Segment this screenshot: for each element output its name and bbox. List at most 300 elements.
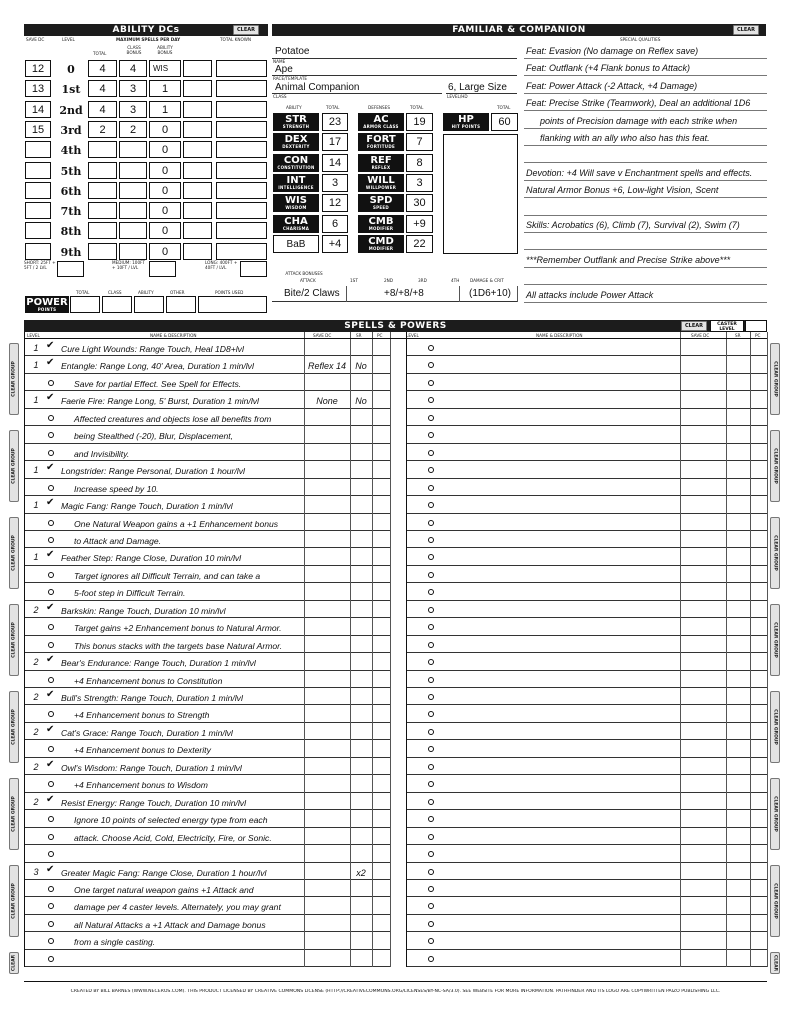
ability-value-cha[interactable]: 6 [322,215,348,233]
prepared-circle-icon-right[interactable] [428,799,434,805]
special-quality-line [524,145,767,146]
max-spells-header: MAXIMUM SPELLS PER DAY [116,37,181,42]
save-dc-box[interactable]: 14 [25,101,51,118]
spell-level-label: 2nd [59,103,83,117]
spell-level[interactable]: 2 [33,796,39,807]
clear-group-button-left[interactable] [9,517,19,589]
spell-description[interactable]: Affected creatures and objects lose all benefits from [74,413,272,424]
ability-bonus-box[interactable]: WIS [149,60,181,77]
spell-row-line [24,704,390,705]
clear-group-button-right[interactable] [770,778,780,850]
total-known-box[interactable] [216,101,267,118]
spell-description[interactable]: Owl's Wisdom: Range Touch, Duration 1 min/lvl [61,762,242,773]
bonus-extra-box[interactable] [183,80,212,97]
ability-value-dex[interactable]: 17 [322,133,348,151]
spell-description[interactable]: Longstrider: Range Personal, Duration 1 hour/lvl [61,466,245,477]
companion-race[interactable]: Ape [275,64,293,75]
spell-save-dc[interactable]: Reflex 14 [307,361,347,372]
prepared-circle-icon-right[interactable] [428,729,434,735]
prepared-circle-icon-right[interactable] [428,921,434,927]
defense-full-name: WILLPOWER [365,184,397,190]
defense-value-fort[interactable]: 7 [406,133,433,151]
bonus-extra-box[interactable] [183,162,212,179]
spells-total-box[interactable] [88,222,117,239]
spell-row-line [24,949,390,950]
prepared-circle-icon[interactable] [48,677,54,683]
total-known-box[interactable] [216,60,267,77]
special-quality-text[interactable]: Devotion: +4 Will save v Enchantment spells and effects. [526,167,753,178]
class-bonus-box[interactable] [119,182,147,199]
prepared-circle-icon-right[interactable] [428,380,434,386]
special-quality-text[interactable]: Natural Armor Bonus +6, Low-light Vision, Scent [526,185,719,196]
spell-row-line [24,670,390,671]
caster-level-box[interactable] [745,320,767,332]
range-short-box[interactable] [57,261,84,277]
ability-value-bab[interactable]: +4 [322,235,348,253]
save-dc-box[interactable] [25,222,51,239]
spell-row-line [24,862,390,863]
total-known-box[interactable] [216,80,267,97]
spell-description[interactable]: being Stealthed (-20), Blur, Displacement, [74,431,234,442]
spell-description[interactable]: Resist Energy: Range Touch, Duration 10 min/lvl [61,797,247,808]
spell-description[interactable]: damage per 4 caster levels. Alternately, you may grant [74,902,281,913]
spells-total-box[interactable] [88,182,117,199]
power-total-box[interactable] [70,296,100,313]
defense-label-will [358,174,404,192]
prepared-check-icon[interactable]: ✔ [46,340,55,351]
prepared-check-icon[interactable]: ✔ [46,357,55,369]
spell-row-line [24,757,390,758]
prepared-circle-icon-right[interactable] [428,903,434,909]
save-dc-box[interactable] [25,141,51,158]
spell-row-line-right [406,966,767,967]
prepared-circle-icon[interactable] [48,921,54,927]
prepared-circle-icon-right[interactable] [428,711,434,717]
ability-bonus-box[interactable]: 0 [149,162,181,179]
prepared-check-icon[interactable]: ✔ [46,758,55,770]
defense-value-ref[interactable]: 8 [406,154,433,172]
ability-bonus-box[interactable]: 0 [149,141,181,158]
bonus-extra-box[interactable] [183,101,212,118]
spell-description[interactable]: Cat's Grace: Range Touch, Duration 1 min/lvl [61,727,233,738]
prepared-circle-icon[interactable] [48,834,54,840]
prepared-circle-icon-right[interactable] [428,677,434,683]
spell-row-line-right [406,774,767,775]
prepared-check-icon[interactable]: ✔ [46,392,55,404]
class-bonus-box[interactable] [119,222,147,239]
spells-clear-button[interactable]: CLEAR [681,321,707,331]
prepared-circle-icon[interactable] [48,415,54,421]
ability-value-int[interactable]: 3 [322,174,348,192]
spell-description[interactable]: One Natural Weapon gains a +1 Enhancement bonus [74,518,279,529]
prepared-circle-icon-right[interactable] [428,450,434,456]
total-known-box[interactable] [216,141,267,158]
special-quality-text[interactable]: Feat: Outflank (+4 Flank bonus to Attack) [526,63,690,74]
clear-group-button-right[interactable] [770,865,780,937]
special-quality-text[interactable]: Feat: Precise Strike (Teamwork), Deal an additional 1D6 [526,98,751,109]
total-known-box[interactable] [216,243,267,260]
damage-divider [459,286,460,302]
special-quality-line [524,232,767,233]
defense-value-ac[interactable]: 19 [406,113,433,131]
spell-row-line-right [406,687,767,688]
class-bonus-box[interactable] [119,162,147,179]
prepared-circle-icon-right[interactable] [428,554,434,560]
prepared-circle-icon-right[interactable] [428,397,434,403]
companion-class[interactable]: Animal Companion [275,82,360,93]
prepared-check-icon[interactable]: ✔ [46,549,55,561]
ability-label-bab [273,235,319,253]
prepared-circle-icon[interactable] [48,485,54,491]
bonus-extra-box[interactable] [183,243,212,260]
total-known-box[interactable] [216,222,267,239]
prepared-circle-icon[interactable] [48,642,54,648]
power-class-box[interactable] [102,296,132,313]
third-header: 3RD [418,278,427,283]
prepared-check-icon[interactable]: ✔ [46,689,55,700]
ability-dcs-clear-button[interactable]: CLEAR [233,25,259,35]
prepared-circle-icon-right[interactable] [428,834,434,840]
class-bonus-box[interactable] [119,202,147,219]
spells-total-box[interactable] [88,141,117,158]
class-bonus-box[interactable]: 2 [119,121,147,138]
prepared-circle-icon[interactable] [48,572,54,578]
spell-level[interactable]: 2 [33,692,39,702]
ability-bonus-box[interactable]: 0 [149,182,181,199]
spell-sr[interactable]: No [355,396,367,407]
prepared-check-icon[interactable]: ✔ [46,654,55,666]
spell-sr[interactable]: No [355,361,367,372]
prepared-circle-icon-right[interactable] [428,520,434,526]
prepared-circle-icon-right[interactable] [428,781,434,787]
hp-value[interactable]: 60 [491,113,518,131]
clear-group-button-right[interactable] [770,691,780,763]
clear-group-button-left[interactable] [9,778,19,850]
ability-value-str[interactable]: 23 [322,113,348,131]
prepared-circle-icon[interactable] [48,886,54,892]
spell-description[interactable]: +4 Enhancement bonus to Wisdom [74,780,208,791]
spell-description[interactable]: to Attack and Damage. [74,535,162,546]
bonus-extra-box[interactable] [183,60,212,77]
attack-damage[interactable]: (1D6+10) [469,288,511,299]
spell-level[interactable]: 2 [33,604,39,615]
prepared-circle-icon-right[interactable] [428,485,434,491]
spell-level[interactable]: 3 [33,866,39,877]
prepared-check-icon[interactable]: ✔ [46,723,55,735]
spell-description[interactable]: Target gains +2 Enhancement bonus to Natural Armor. [74,623,282,634]
save-dc-box[interactable]: 13 [25,80,51,97]
ability-bonus-box[interactable]: 1 [149,101,181,118]
pc-divider-right [750,332,751,967]
clear-group-label: CLEAR GROUP [772,883,778,919]
prepared-circle-icon[interactable] [48,624,54,630]
save-dc-box[interactable]: 12 [25,60,51,77]
prepared-circle-icon-right[interactable] [428,869,434,875]
prepared-check-icon[interactable]: ✔ [46,462,55,474]
prepared-circle-icon-right[interactable] [428,624,434,630]
clear-group-label: CLEAR GROUP [11,796,17,832]
bonus-extra-box[interactable] [183,121,212,138]
footer-rule [24,981,767,982]
spell-description[interactable]: +4 Enhancement bonus to Strength [74,710,210,721]
prepared-circle-icon-right[interactable] [428,467,434,473]
save-dc-box[interactable] [25,243,51,260]
ability-abbr: CON [283,154,309,166]
spell-description[interactable]: from a single casting. [74,937,156,948]
spells-sr-header-right: SR [735,333,741,338]
total-known-box[interactable] [216,182,267,199]
total-known-box[interactable] [216,162,267,179]
bonus-extra-box[interactable] [183,202,212,219]
save-dc-box[interactable] [25,202,51,219]
familiar-clear-button[interactable]: CLEAR [733,25,759,35]
spell-description[interactable]: Cure Light Wounds: Range Touch, Heal 1D8+lvl [61,344,244,354]
range-long-box[interactable] [240,261,267,277]
prepared-circle-icon-right[interactable] [428,938,434,944]
clear-group-button-right[interactable] [770,604,780,676]
special-quality-text[interactable]: points of Precision damage with each strike when [540,115,738,126]
special-quality-line [524,180,767,181]
clear-last-button-left[interactable] [9,952,19,974]
ability-bonus-box[interactable]: 0 [149,222,181,239]
special-quality-text[interactable]: All attacks include Power Attack [526,289,654,300]
spell-sr[interactable]: x2 [356,867,366,878]
spell-description[interactable]: Bull's Strength: Range Touch, Duration 1 min/lvl [61,693,243,703]
prepared-circle-icon[interactable] [48,520,54,526]
special-quality-text[interactable]: Feat: Power Attack (-2 Attack, +4 Damage) [526,80,698,91]
pc-divider [372,332,373,967]
prepared-circle-icon[interactable] [48,903,54,909]
special-quality-text[interactable]: Feat: Evasion (No damage on Reflex save) [526,46,699,56]
prepared-circle-icon[interactable] [48,432,54,438]
class-bonus-box[interactable]: 3 [119,80,147,97]
spell-description[interactable]: 5-foot step in Difficult Terrain. [74,588,186,599]
defense-abbr: CMB [368,215,394,227]
power-total-header: TOTAL [76,290,90,295]
spell-row-line [24,600,390,601]
spell-level[interactable]: 1 [33,465,39,476]
spells-total-box[interactable]: 4 [88,101,117,118]
spell-row-line-right [406,635,767,636]
class-bonus-box[interactable]: 4 [119,60,147,77]
prepared-circle-icon-right[interactable] [428,764,434,770]
prepared-circle-icon-right[interactable] [428,537,434,543]
prepared-circle-icon[interactable] [48,746,54,752]
bonus-extra-box[interactable] [183,222,212,239]
clear-group-button-right[interactable] [770,430,780,502]
save-dc-box[interactable]: 15 [25,121,51,138]
spell-level[interactable]: 1 [33,343,39,353]
clear-group-label: CLEAR GROUP [11,622,17,658]
spell-row-line [24,495,390,496]
prepared-circle-icon[interactable] [48,938,54,944]
prepared-circle-icon-right[interactable] [428,362,434,368]
clear-last-button-right[interactable] [770,952,780,974]
ability-bonus-box[interactable]: 0 [149,202,181,219]
spell-description[interactable]: Entangle: Range Long, 40' Area, Duration 1 min/lvl [61,361,254,372]
spell-level[interactable]: 2 [33,761,39,772]
clear-group-button-left[interactable] [9,604,19,676]
spell-row-line [24,443,390,444]
companion-level-hd[interactable]: 6, Large Size [448,82,507,93]
ability-bonus-box[interactable]: 1 [149,80,181,97]
prepared-circle-icon-right[interactable] [428,432,434,438]
power-other-box[interactable] [166,296,196,313]
prepared-circle-icon[interactable] [48,781,54,787]
spell-level[interactable]: 1 [33,552,39,563]
range-medium-box[interactable] [149,261,176,277]
spell-row-line [24,460,390,461]
prepared-circle-icon[interactable] [48,589,54,595]
power-ability-box[interactable] [134,296,164,313]
companion-name[interactable]: Potatoe [275,46,310,57]
spell-description[interactable]: Greater Magic Fang: Range Close, Duration 1 hour/lvl [61,867,267,878]
spells-pc-header-right: PC [755,333,761,338]
spells-total-box[interactable] [88,243,117,260]
defense-value-spd[interactable]: 30 [406,194,433,212]
spell-level[interactable]: 2 [33,657,39,668]
save-dc-box[interactable] [25,162,51,179]
prepared-circle-icon-right[interactable] [428,572,434,578]
defense-value-cmd[interactable]: 22 [406,235,433,253]
defense-value-cmb[interactable]: +9 [406,215,433,233]
spells-total-box[interactable]: 4 [88,80,117,97]
clear-group-button-right[interactable] [770,517,780,589]
prepared-circle-icon[interactable] [48,851,54,857]
race-underline [272,75,517,76]
spell-description[interactable]: Target ignores all Difficult Terrain, and can take a [74,570,261,581]
prepared-circle-icon[interactable] [48,711,54,717]
special-quality-text[interactable]: Skills: Acrobatics (6), Climb (7), Survival (2), Swim (7) [526,220,740,230]
prepared-circle-icon-right[interactable] [428,694,434,700]
spell-description[interactable]: Bear's Endurance: Range Touch, Duration 1 min/lvl [61,658,256,669]
prepared-circle-icon[interactable] [48,816,54,822]
bonus-extra-box[interactable] [183,141,212,158]
ability-value-con[interactable]: 14 [322,154,348,172]
spell-row-line [24,827,390,828]
ability-bonus-box[interactable]: 0 [149,243,181,260]
spells-total-box[interactable] [88,202,117,219]
prepared-circle-icon-right[interactable] [428,851,434,857]
spell-description[interactable]: Barkskin: Range Touch, Duration 10 min/lvl [61,605,226,616]
spells-level-header-left: LEVEL [27,333,40,338]
prepared-circle-icon-right[interactable] [428,956,434,962]
total-known-box[interactable] [216,202,267,219]
prepared-check-icon[interactable]: ✔ [46,601,55,613]
prepared-circle-icon-right[interactable] [428,642,434,648]
spell-level[interactable]: 1 [33,395,39,406]
special-quality-text[interactable]: flanking with an ally who also has this feat. [540,133,710,143]
prepared-circle-icon-right[interactable] [428,607,434,613]
spell-description[interactable]: Faerie Fire: Range Long, 5' Burst, Duration 1 min/lvl [61,396,259,407]
spell-save-dc[interactable]: None [316,396,338,407]
ability-bonus-box[interactable]: 0 [149,121,181,138]
defense-label-cmd [358,235,404,253]
spell-description[interactable]: This bonus stacks with the targets base Natural Armor. [74,640,283,651]
spell-row-line-right [406,530,767,531]
spell-description[interactable]: Magic Fang: Range Touch, Duration 1 min/lvl [61,501,233,512]
spells-sr-header-left: SR [356,333,362,338]
spell-level[interactable]: 1 [33,360,39,371]
spell-level[interactable]: 2 [33,726,39,737]
spells-total-box[interactable] [88,162,117,179]
attack-name[interactable]: Bite/2 Claws [284,288,340,299]
spell-description[interactable]: Increase speed by 10. [74,483,159,494]
class-underline [272,93,442,94]
spell-description[interactable]: Feather Step: Range Close, Duration 10 min/lvl [61,553,242,564]
spell-description[interactable]: Ignore 10 points of selected energy type from each [74,815,268,826]
prepared-circle-icon-right[interactable] [428,659,434,665]
spell-row-line-right [406,478,767,479]
defense-value-will[interactable]: 3 [406,174,433,192]
spell-description[interactable]: Save for partial Effect. See Spell for Effects. [74,378,242,389]
prepared-circle-icon-right[interactable] [428,746,434,752]
attack-bonuses[interactable]: +8/+8/+8 [384,288,424,299]
save-dc-box[interactable] [25,182,51,199]
spell-description[interactable]: and Invisibility. [74,448,130,459]
prepared-circle-icon[interactable] [48,537,54,543]
hp-notes-box[interactable] [443,134,518,254]
prepared-circle-icon-right[interactable] [428,502,434,508]
ability-value-wis[interactable]: 12 [322,194,348,212]
prepared-circle-icon-right[interactable] [428,589,434,595]
prepared-circle-icon-right[interactable] [428,345,434,351]
bonus-extra-box[interactable] [183,182,212,199]
spell-level[interactable]: 1 [33,500,39,511]
spell-description[interactable]: +4 Enhancement bonus to Dexterity [74,745,211,756]
ability-abbr: CHA [284,215,308,227]
special-quality-line [524,267,767,268]
clear-group-button-left[interactable] [9,691,19,763]
class-bonus-box[interactable] [119,141,147,158]
class-bonus-box[interactable]: 3 [119,101,147,118]
prepared-circle-icon[interactable] [48,380,54,386]
spell-row-line-right [406,670,767,671]
spell-row-line [24,966,390,967]
spell-description[interactable]: all Natural Attacks a +1 Attack and Damage bonus [74,919,266,930]
prepared-check-icon[interactable]: ✔ [46,497,55,509]
spell-row-line [24,373,390,374]
spell-description[interactable]: +4 Enhancement bonus to Constitution [74,675,223,686]
spell-level-label: 4th [60,144,82,158]
spell-row-line [24,478,390,479]
points-sub-label: POINTS [37,307,57,312]
spell-row-line-right [406,408,767,409]
clear-group-button-left[interactable] [9,865,19,937]
special-quality-line [524,197,767,198]
spells-total-box[interactable]: 2 [88,121,117,138]
prepared-circle-icon-right[interactable] [428,886,434,892]
class-bonus-box[interactable] [119,243,147,260]
prepared-check-icon[interactable]: ✔ [46,863,55,875]
special-quality-text[interactable]: ***Remember Outflank and Precise Strike above*** [526,254,731,265]
spell-description[interactable]: One target natural weapon gains +1 Attack and [74,884,254,895]
clear-group-button-right[interactable] [770,343,780,415]
spells-total-box[interactable]: 4 [88,60,117,77]
total-known-box[interactable] [216,121,267,138]
clear-group-button-left[interactable] [9,430,19,502]
prepared-check-icon[interactable]: ✔ [46,793,55,805]
defense-abbr: WILL [367,174,395,186]
prepared-circle-icon[interactable] [48,450,54,456]
spell-description[interactable]: attack. Choose Acid, Cold, Electricity, Fire, or Sonic. [74,832,272,843]
prepared-circle-icon-right[interactable] [428,415,434,421]
points-used-box[interactable] [198,296,267,313]
prepared-circle-icon[interactable] [48,956,54,962]
spell-row-line [24,931,390,932]
prepared-circle-icon-right[interactable] [428,816,434,822]
clear-group-button-left[interactable] [9,343,19,415]
